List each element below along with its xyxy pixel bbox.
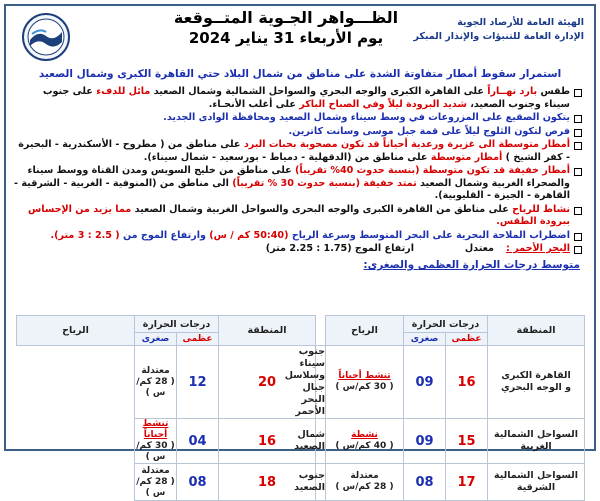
low-temp: 04 [177, 419, 219, 464]
agency-line-1: الهيئة العامة للأرصاد الجوية [457, 17, 584, 28]
bullet-text: على مناطق من (الدقهلية - دمياط - بورسعيد - شمال سيناء). [143, 151, 431, 163]
page-title: الظـــواهر الجـوية المتــوقعة [173, 8, 399, 27]
bullet-item [14, 86, 584, 111]
bullet-text: شديد البرودة ليلاً وفي الصباح الباكر [299, 98, 467, 110]
wind-speed: ( 28 كم/س ) [136, 376, 175, 398]
wind-cell [135, 419, 177, 464]
headline: استمرار سقوط أمطار متفاوتة الشدة على مناطق من شمال البلاد حتي القاهرة الكبرى وشمال الصعيد [38, 68, 562, 80]
column-gap [316, 316, 326, 346]
bullet-text: نشاط للرياح [512, 203, 570, 215]
wind-state: معتدلة [141, 365, 170, 376]
bullet-text: على القاهرة الكبرى والوجه البحري والسواحل الشمالية وشمال الصعيد [150, 86, 488, 97]
forecast-date: يوم الأربعاء 31 يناير 2024 [188, 29, 384, 47]
region-name: شمال الصعيد [316, 419, 326, 464]
temperature-table [16, 315, 585, 501]
ema-logo-icon [16, 12, 76, 62]
wind-speed: ( 28 كم/س ) [136, 476, 175, 498]
wind-speed: ( 40 كم/س ) [335, 441, 394, 451]
header-region-right: المنطقة [488, 316, 585, 346]
wind-cell [135, 346, 177, 419]
region-name: السواحل الشمالية الغربية [488, 419, 585, 464]
bullet-text: طقس [537, 86, 570, 97]
wind-state: تنشط أحياناً [142, 419, 169, 440]
wind-cell [326, 464, 404, 501]
low-temp: 12 [177, 346, 219, 419]
wind-cell [326, 419, 404, 464]
header-high-right: عظمى [446, 333, 488, 346]
header-low-right: صغرى [404, 333, 446, 346]
header-wind-left: الرياح [17, 316, 135, 346]
bullet-text: يتكون الصقيع على المزروعات في وسط سيناء وشمال الصعيد ومحافظة الوادى الجديد. [163, 112, 570, 123]
bullet-text: على أغلب الأنحـاء. [208, 98, 300, 110]
low-temp: 08 [177, 464, 219, 501]
checkbox-icon [574, 246, 582, 254]
title-block [166, 8, 406, 47]
wind-state: معتدلة [141, 465, 170, 476]
bullet-text: أمطار متوسطة [430, 151, 503, 163]
red-sea-label: البحر الأحمر : [506, 243, 570, 254]
header [6, 6, 594, 68]
high-temp: 15 [446, 419, 488, 464]
wind-cell [135, 464, 177, 501]
high-temp: 16 [446, 346, 488, 419]
wind-state: تنشط أحياناً [338, 371, 391, 381]
bullet-text: وارتفاع الموج من [119, 229, 210, 241]
low-temp: 09 [404, 419, 446, 464]
bullet-text: على مناطق من ( مطروح - الأسكندرية - البحيرة - كفر الشيخ ) [18, 139, 570, 163]
bullet-item [14, 204, 584, 229]
bullet-text: تمتد خفيفة [363, 177, 417, 189]
region-name: القاهرة الكبرى و الوجه البحري [488, 346, 585, 419]
bullet-text: مما يزيد من الإحساس ببرودة الطقس. [28, 203, 570, 227]
forecast-sheet [4, 4, 596, 498]
table-row [17, 346, 585, 419]
bullet-text: مائل للدفء [96, 86, 151, 97]
region-name: جنوب الصعيد [316, 464, 326, 501]
high-temp: 16 [219, 419, 316, 464]
low-temp: 08 [404, 464, 446, 501]
agency-name [413, 16, 584, 44]
high-temp: 17 [446, 464, 488, 501]
bullet-item [14, 126, 584, 139]
bullet-text: على جنوب سيناء وجنوب الصعيد، [42, 86, 570, 110]
table-row [17, 464, 585, 501]
bullet-item [14, 165, 584, 203]
bullet-text: (بنسبة حدوث 30 % تقريباً) [228, 177, 364, 189]
bullet-text: أمطار خفيفة قد تكون متوسطة [422, 165, 570, 176]
region-name: السواحل الشمالية الشرقية [488, 464, 585, 501]
bullet-text: (بنسبة حدوث 40% تقريباً) [291, 165, 423, 176]
wind-state: معتدلة [350, 471, 379, 481]
bullet-text: بارد نهــاراً [487, 86, 538, 97]
table-body [17, 346, 585, 501]
header-high-left: عظمى [177, 333, 219, 346]
header-wind-right: الرياح [326, 316, 404, 346]
wind-speed: ( 30 كم/س ) [335, 382, 394, 392]
bullet-text: فرص لتكون الثلوج ليلاً على قمة جبل موسى وسانت كاترين. [288, 125, 570, 137]
header-temps-left: درجات الحرارة [135, 316, 219, 333]
wind-state: نشطة [351, 430, 378, 440]
wind-speed: ( 28 كم/س ) [335, 482, 394, 492]
low-temp: 09 [404, 346, 446, 419]
red-sea-waves: ارتفاع الموج (1.75 : 2.25 متر) [265, 243, 414, 254]
bullet-list [14, 86, 584, 242]
bullet-text: اضطراب الملاحة البحرية على البحر المتوسط وسرعة الرياح [288, 229, 570, 241]
bullet-item [14, 230, 584, 243]
bullet-text: ( 2.5 : 3 متر). [50, 229, 120, 241]
bullet-text: على مناطق من القاهرة الكبرى والوجه البحرى والسواحل الغربية وشمال الصعيد [131, 203, 513, 215]
header-region-left: المنطقة [219, 316, 316, 346]
bullet-text: الى مناطق من (المنوفية - الغربية - الشرقية - القاهرة - الجيزة - القليوبية). [14, 177, 570, 201]
table-title: متوسط درجات الحرارة العظمى والصغرى: [363, 259, 580, 271]
bullet-item [14, 112, 584, 125]
header-temps-right: درجات الحرارة [404, 316, 488, 333]
table-row [17, 419, 585, 464]
bullet-text: (50:40 كم / س) [209, 229, 289, 241]
high-temp: 20 [219, 346, 316, 419]
wind-cell [326, 346, 404, 419]
agency-line-2: الإدارة العامة للتنبؤات والإنذار المبكر [413, 31, 584, 42]
wind-speed: ( 30 كم/س ) [136, 441, 175, 462]
bullet-text: أمطار متوسطة الى غزيرة ورعدية أحياناً قد تكون مصحوبة بحبات البرد [243, 139, 570, 150]
region-name: جنوب سيناء وسلاسل جبال البحر الأحمر [284, 346, 325, 417]
red-sea-state: معتدل [464, 243, 494, 254]
header-low-left: صغرى [135, 333, 177, 346]
high-temp: 18 [219, 464, 316, 501]
bullet-text: على مناطق من خليج السويس ومدن القناة ووسط سيناء والصحراء الغربية وشمال الصعيد [27, 165, 570, 189]
red-sea-line [14, 243, 584, 257]
bullet-item [14, 139, 584, 164]
